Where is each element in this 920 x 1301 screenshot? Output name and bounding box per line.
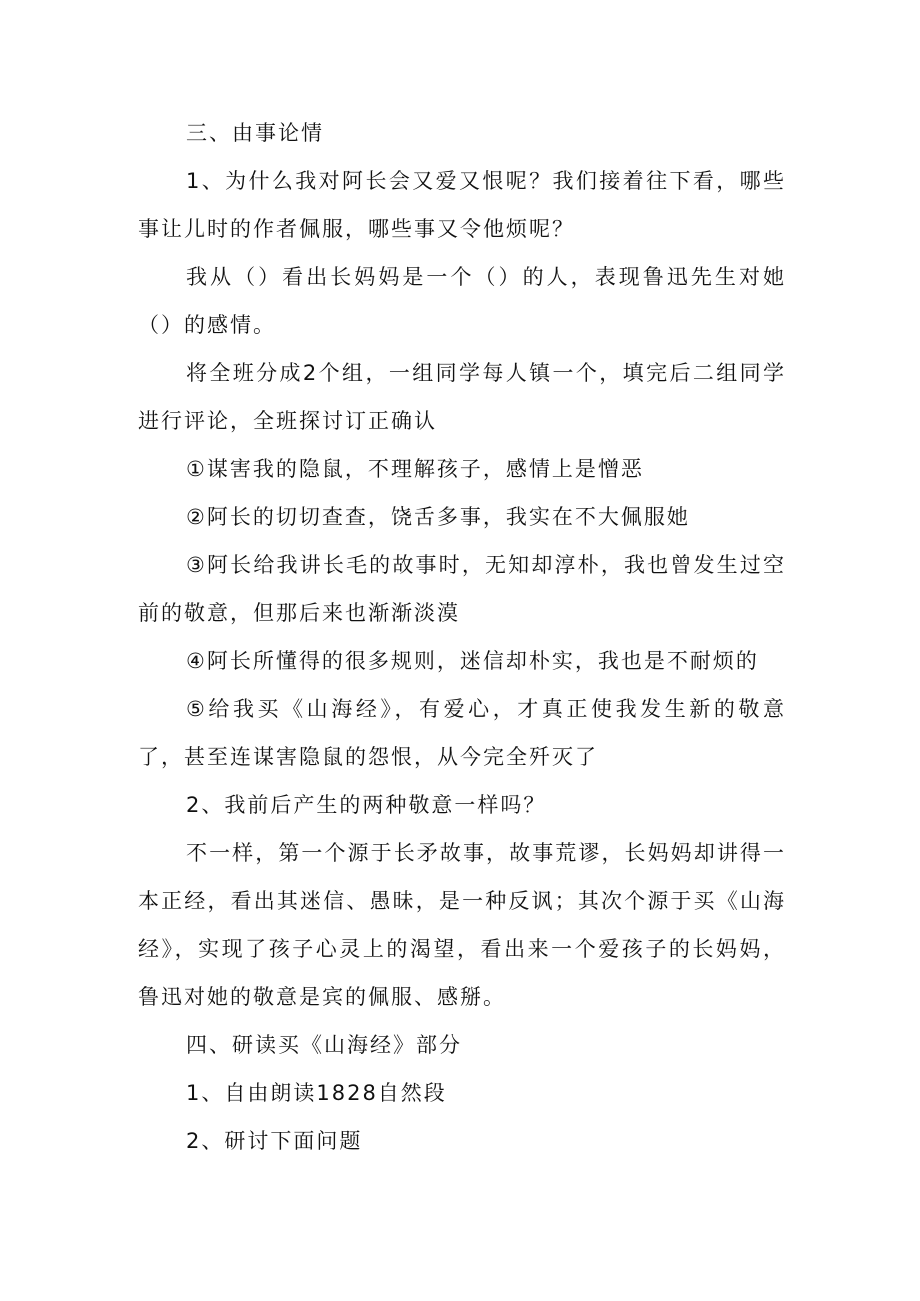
question-two: 2、我前后产生的两种敬意一样吗？ — [186, 793, 547, 817]
answer-item-3: ③阿长给我讲长毛的故事时，无知却淳朴，我也曾发生过空前的敬意，但那后来也渐渐淡漠 — [138, 553, 786, 625]
answer-item-1: ①谋害我的隐鼠，不理解孩子，感情上是憎恶 — [186, 457, 644, 481]
answer-item-4: ④阿长所懂得的很多规则，迷信却朴实，我也是不耐烦的 — [186, 649, 759, 673]
answer-item-2: ②阿长的切切查查，饶舌多事，我实在不大佩服她 — [186, 505, 690, 529]
document-body — [138, 109, 786, 1165]
section-heading-three: 三、由事论情 — [186, 121, 324, 145]
answer-item-5: ⑤给我买《山海经》，有爱心，才真正使我发生新的敬意了，甚至连谋害隐鼠的怨恨，从今完全歼灭了 — [138, 697, 786, 769]
section-heading-four: 四、研读买《山海经》部分 — [186, 1033, 462, 1057]
task-two: 2、研讨下面问题 — [186, 1129, 363, 1153]
fill-in-blank-prompt: 我从（）看出长妈妈是一个（）的人，表现鲁迅先生对她（）的感情。 — [138, 265, 786, 337]
group-activity-instruction: 将全班分成2个组，一组同学每人镇一个，填完后二组同学进行评论，全班探讨订正确认 — [138, 361, 786, 433]
question-one: 1、为什么我对阿长会又爱又恨呢？我们接着往下看，哪些事让儿时的作者佩服，哪些事又令他烦呢？ — [138, 169, 786, 241]
answer-two: 不一样，第一个源于长矛故事，故事荒谬，长妈妈却讲得一本正经，看出其迷信、愚昧，是一种反讽；其次个源于买《山海经》，实现了孩子心灵上的渴望，看出来一个爱孩子的长妈妈，鲁迅对她的敬意是宾的佩服、感掰。 — [138, 841, 786, 1009]
task-one: 1、自由朗读1828自然段 — [186, 1081, 447, 1105]
